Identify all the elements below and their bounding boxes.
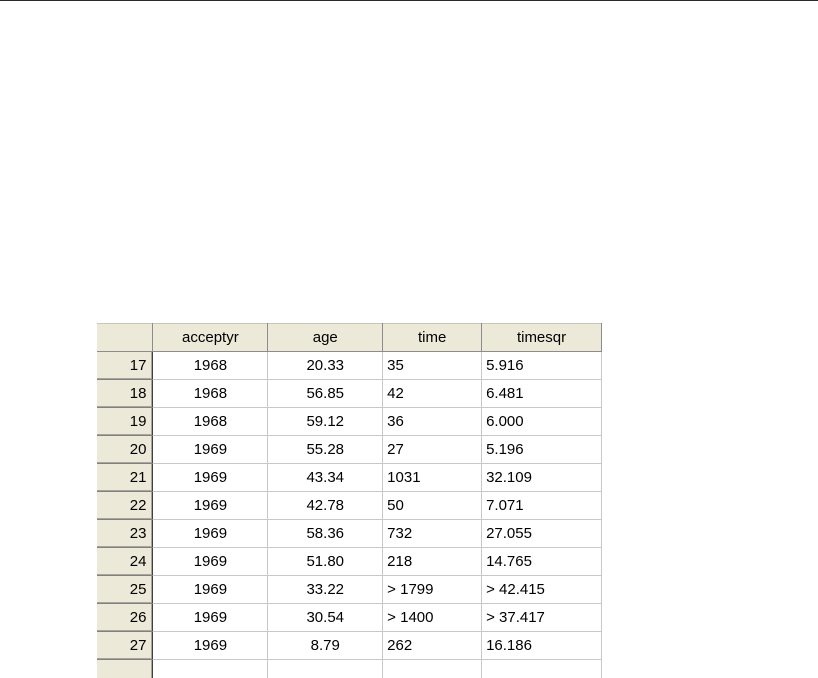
cell-timesqr[interactable]: 6.481 bbox=[482, 380, 602, 408]
cell-acceptyr[interactable]: 1969 bbox=[153, 492, 268, 520]
cell-acceptyr[interactable]: 1968 bbox=[153, 380, 268, 408]
cell-age[interactable]: 33.22 bbox=[268, 576, 383, 604]
cell-timesqr[interactable]: > 37.417 bbox=[482, 604, 602, 632]
table-row bbox=[97, 632, 602, 660]
column-header-time[interactable]: time bbox=[383, 324, 482, 352]
cell-age[interactable]: 42.78 bbox=[268, 492, 383, 520]
row-number[interactable]: 27 bbox=[97, 632, 153, 660]
column-header-acceptyr[interactable]: acceptyr bbox=[153, 324, 268, 352]
cell-age[interactable]: 30.54 bbox=[268, 604, 383, 632]
cell-acceptyr[interactable]: 1969 bbox=[153, 436, 268, 464]
cell-age[interactable]: 59.12 bbox=[268, 408, 383, 436]
row-number[interactable]: 21 bbox=[97, 464, 153, 492]
cell-time[interactable]: 42 bbox=[383, 380, 482, 408]
row-number[interactable]: 25 bbox=[97, 576, 153, 604]
table-row bbox=[97, 604, 602, 632]
column-header-age[interactable]: age bbox=[268, 324, 383, 352]
cell-timesqr[interactable]: 5.916 bbox=[482, 352, 602, 380]
cell-time[interactable]: > 1400 bbox=[383, 604, 482, 632]
cell-timesqr[interactable]: 6.000 bbox=[482, 408, 602, 436]
cell-time[interactable]: 732 bbox=[383, 520, 482, 548]
cell-acceptyr[interactable]: 1968 bbox=[153, 408, 268, 436]
row-number[interactable]: 19 bbox=[97, 408, 153, 436]
cell-age[interactable]: 8.79 bbox=[268, 632, 383, 660]
top-divider bbox=[0, 0, 818, 1]
cell-acceptyr[interactable]: 1969 bbox=[153, 576, 268, 604]
table-row bbox=[97, 352, 602, 380]
row-number[interactable] bbox=[97, 660, 153, 678]
cell-acceptyr[interactable]: 1969 bbox=[153, 632, 268, 660]
cell-empty[interactable] bbox=[268, 660, 383, 678]
row-number[interactable]: 18 bbox=[97, 380, 153, 408]
table-row-partial bbox=[97, 660, 602, 678]
cell-acceptyr[interactable]: 1969 bbox=[153, 464, 268, 492]
data-editor-grid bbox=[97, 323, 602, 678]
cell-acceptyr[interactable]: 1969 bbox=[153, 604, 268, 632]
cell-time[interactable]: 262 bbox=[383, 632, 482, 660]
header-row bbox=[97, 324, 602, 352]
cell-time[interactable]: 35 bbox=[383, 352, 482, 380]
cell-age[interactable]: 56.85 bbox=[268, 380, 383, 408]
cell-age[interactable]: 51.80 bbox=[268, 548, 383, 576]
table-row bbox=[97, 380, 602, 408]
row-number[interactable]: 22 bbox=[97, 492, 153, 520]
cell-acceptyr[interactable]: 1969 bbox=[153, 548, 268, 576]
row-number[interactable]: 17 bbox=[97, 352, 153, 380]
cell-empty[interactable] bbox=[383, 660, 482, 678]
cell-age[interactable]: 55.28 bbox=[268, 436, 383, 464]
row-number[interactable]: 24 bbox=[97, 548, 153, 576]
cell-timesqr[interactable]: 32.109 bbox=[482, 464, 602, 492]
cell-acceptyr[interactable]: 1969 bbox=[153, 520, 268, 548]
cell-timesqr[interactable]: 16.186 bbox=[482, 632, 602, 660]
corner-cell[interactable] bbox=[97, 324, 153, 352]
row-number[interactable]: 20 bbox=[97, 436, 153, 464]
cell-timesqr[interactable]: > 42.415 bbox=[482, 576, 602, 604]
table-row bbox=[97, 464, 602, 492]
row-number[interactable]: 26 bbox=[97, 604, 153, 632]
cell-time[interactable]: 1031 bbox=[383, 464, 482, 492]
cell-time[interactable]: 36 bbox=[383, 408, 482, 436]
cell-acceptyr[interactable]: 1968 bbox=[153, 352, 268, 380]
cell-time[interactable]: > 1799 bbox=[383, 576, 482, 604]
column-header-timesqr[interactable]: timesqr bbox=[482, 324, 602, 352]
cell-empty[interactable] bbox=[482, 660, 602, 678]
table-row bbox=[97, 520, 602, 548]
row-number[interactable]: 23 bbox=[97, 520, 153, 548]
cell-timesqr[interactable]: 27.055 bbox=[482, 520, 602, 548]
table-row bbox=[97, 408, 602, 436]
data-table bbox=[97, 323, 602, 678]
table-row bbox=[97, 576, 602, 604]
table-row bbox=[97, 548, 602, 576]
table-row bbox=[97, 492, 602, 520]
cell-timesqr[interactable]: 14.765 bbox=[482, 548, 602, 576]
cell-time[interactable]: 218 bbox=[383, 548, 482, 576]
cell-age[interactable]: 20.33 bbox=[268, 352, 383, 380]
cell-time[interactable]: 27 bbox=[383, 436, 482, 464]
cell-timesqr[interactable]: 5.196 bbox=[482, 436, 602, 464]
cell-age[interactable]: 58.36 bbox=[268, 520, 383, 548]
cell-empty[interactable] bbox=[153, 660, 268, 678]
cell-timesqr[interactable]: 7.071 bbox=[482, 492, 602, 520]
table-row bbox=[97, 436, 602, 464]
cell-age[interactable]: 43.34 bbox=[268, 464, 383, 492]
cell-time[interactable]: 50 bbox=[383, 492, 482, 520]
